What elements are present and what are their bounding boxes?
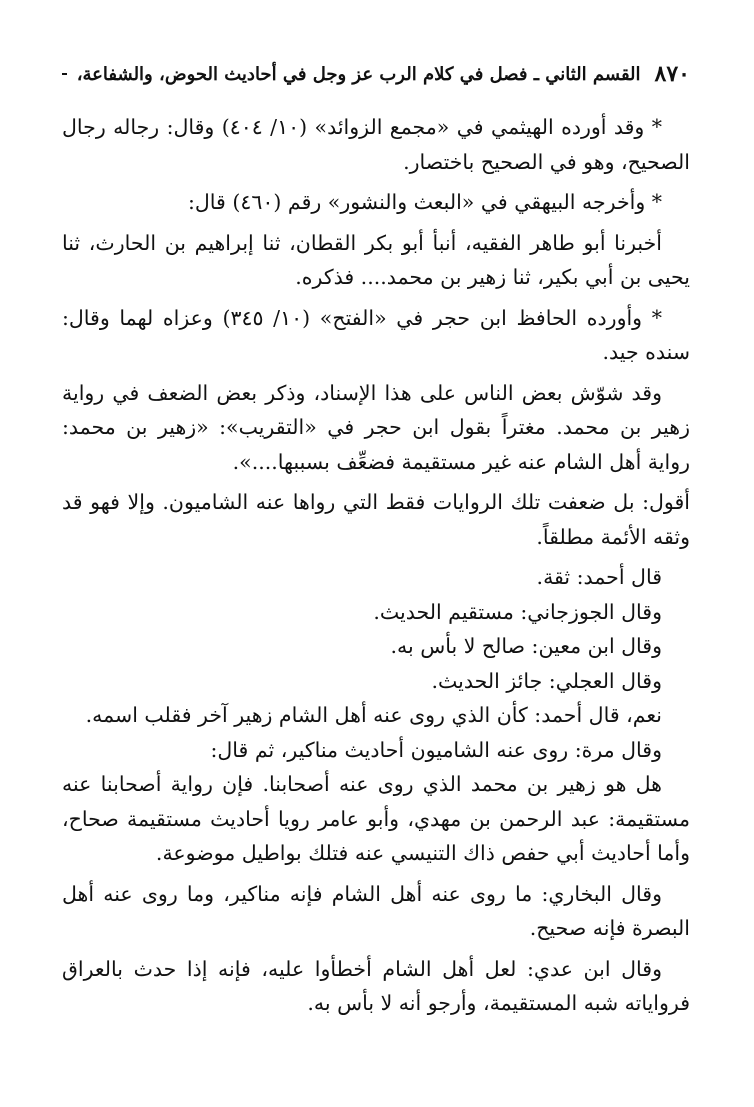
paragraph-ibn-adi: وقال ابن عدي: لعل أهل الشام أخطأوا عليه، فإنه إذا حدث بالعراق فرواياته شبه المستقيمة، وأرجو أنه لا بأس به. <box>62 956 690 1015</box>
page-number: ٨٧٠ <box>654 61 690 87</box>
paragraph-response: أقول: بل ضعفت تلك الروايات فقط التي رواها عنه الشاميون. وإلا فهو قد وثقه الأئمة مطلقاً. <box>62 490 690 549</box>
paragraph-bukhari: وقال البخاري: ما روى عنه أهل الشام فإنه مناكير، وما روى عنه أهل البصرة فإنه صحيح. <box>62 881 690 940</box>
quote-ijli: وقال العجلي: جائز الحديث. <box>431 668 662 693</box>
page-body <box>62 110 690 1021</box>
paragraph-ibn-hajar: * وأورده الحافظ ابن حجر في «الفتح» (١٠/ ٣٤٥) وعزاه لهما وقال: سنده جيد. <box>62 305 690 364</box>
paragraph-bayhaqi: * وأخرجه البيهقي في «البعث والنشور» رقم (٤٦٠) قال: <box>187 190 662 214</box>
quote-jawzajani: وقال الجوزجاني: مستقيم الحديث. <box>373 599 662 624</box>
quote-ahmad: قال أحمد: ثقة. <box>536 565 662 589</box>
page-header <box>62 58 690 90</box>
paragraph-zuhayr: هل هو زهير بن محمد الذي روى عنه أصحابنا. فإن رواية أصحابنا عنه مستقيمة: عبد الرحمن بن مهدي، وأبو عامر رويا أحاديث مستقيمة صحاح، وأما أحاديث أبي حفص ذاك التنيسي عنه فتلك بواطيل موضوعة. <box>62 772 690 865</box>
quote-ahmad-naam: نعم، قال أحمد: كأن الذي روى عنه أهل الشام زهير آخر فقلب اسمه. <box>85 703 662 727</box>
quote-ahmad-marra: وقال مرة: روى عنه الشاميون أحاديث مناكير، ثم قال: <box>210 737 662 762</box>
paragraph-haythami: * وقد أورده الهيثمي في «مجمع الزوائد» (١٠/ ٤٠٤) وقال: رجاله رجال الصحيح، وهو في الصحيح باختصار. <box>62 115 690 174</box>
paragraph-critique: وقد شوّش بعض الناس على هذا الإسناد، وذكر بعض الضعف في رواية زهير بن محمد. مغتراً بقول ابن حجر في «التقريب»: «زهير بن محمد: رواية أهل الشام عنه غير مستقيمة فضعِّف بسببها....». <box>62 380 690 474</box>
running-title: القسم الثاني ـ فصل في كلام الرب عز وجل في أحاديث الحوض، والشفاعة، <box>76 63 641 85</box>
book-page <box>62 58 690 1027</box>
header-rule <box>62 73 67 75</box>
quote-ibn-maeen: وقال ابن معين: صالح لا بأس به. <box>390 634 662 658</box>
paragraph-isnad: أخبرنا أبو طاهر الفقيه، أنبأ أبو بكر القطان، ثنا إبراهيم بن الحارث، ثنا يحيى بن أبي بكير، ثنا زهير بن محمد.... فذكره. <box>62 230 690 289</box>
